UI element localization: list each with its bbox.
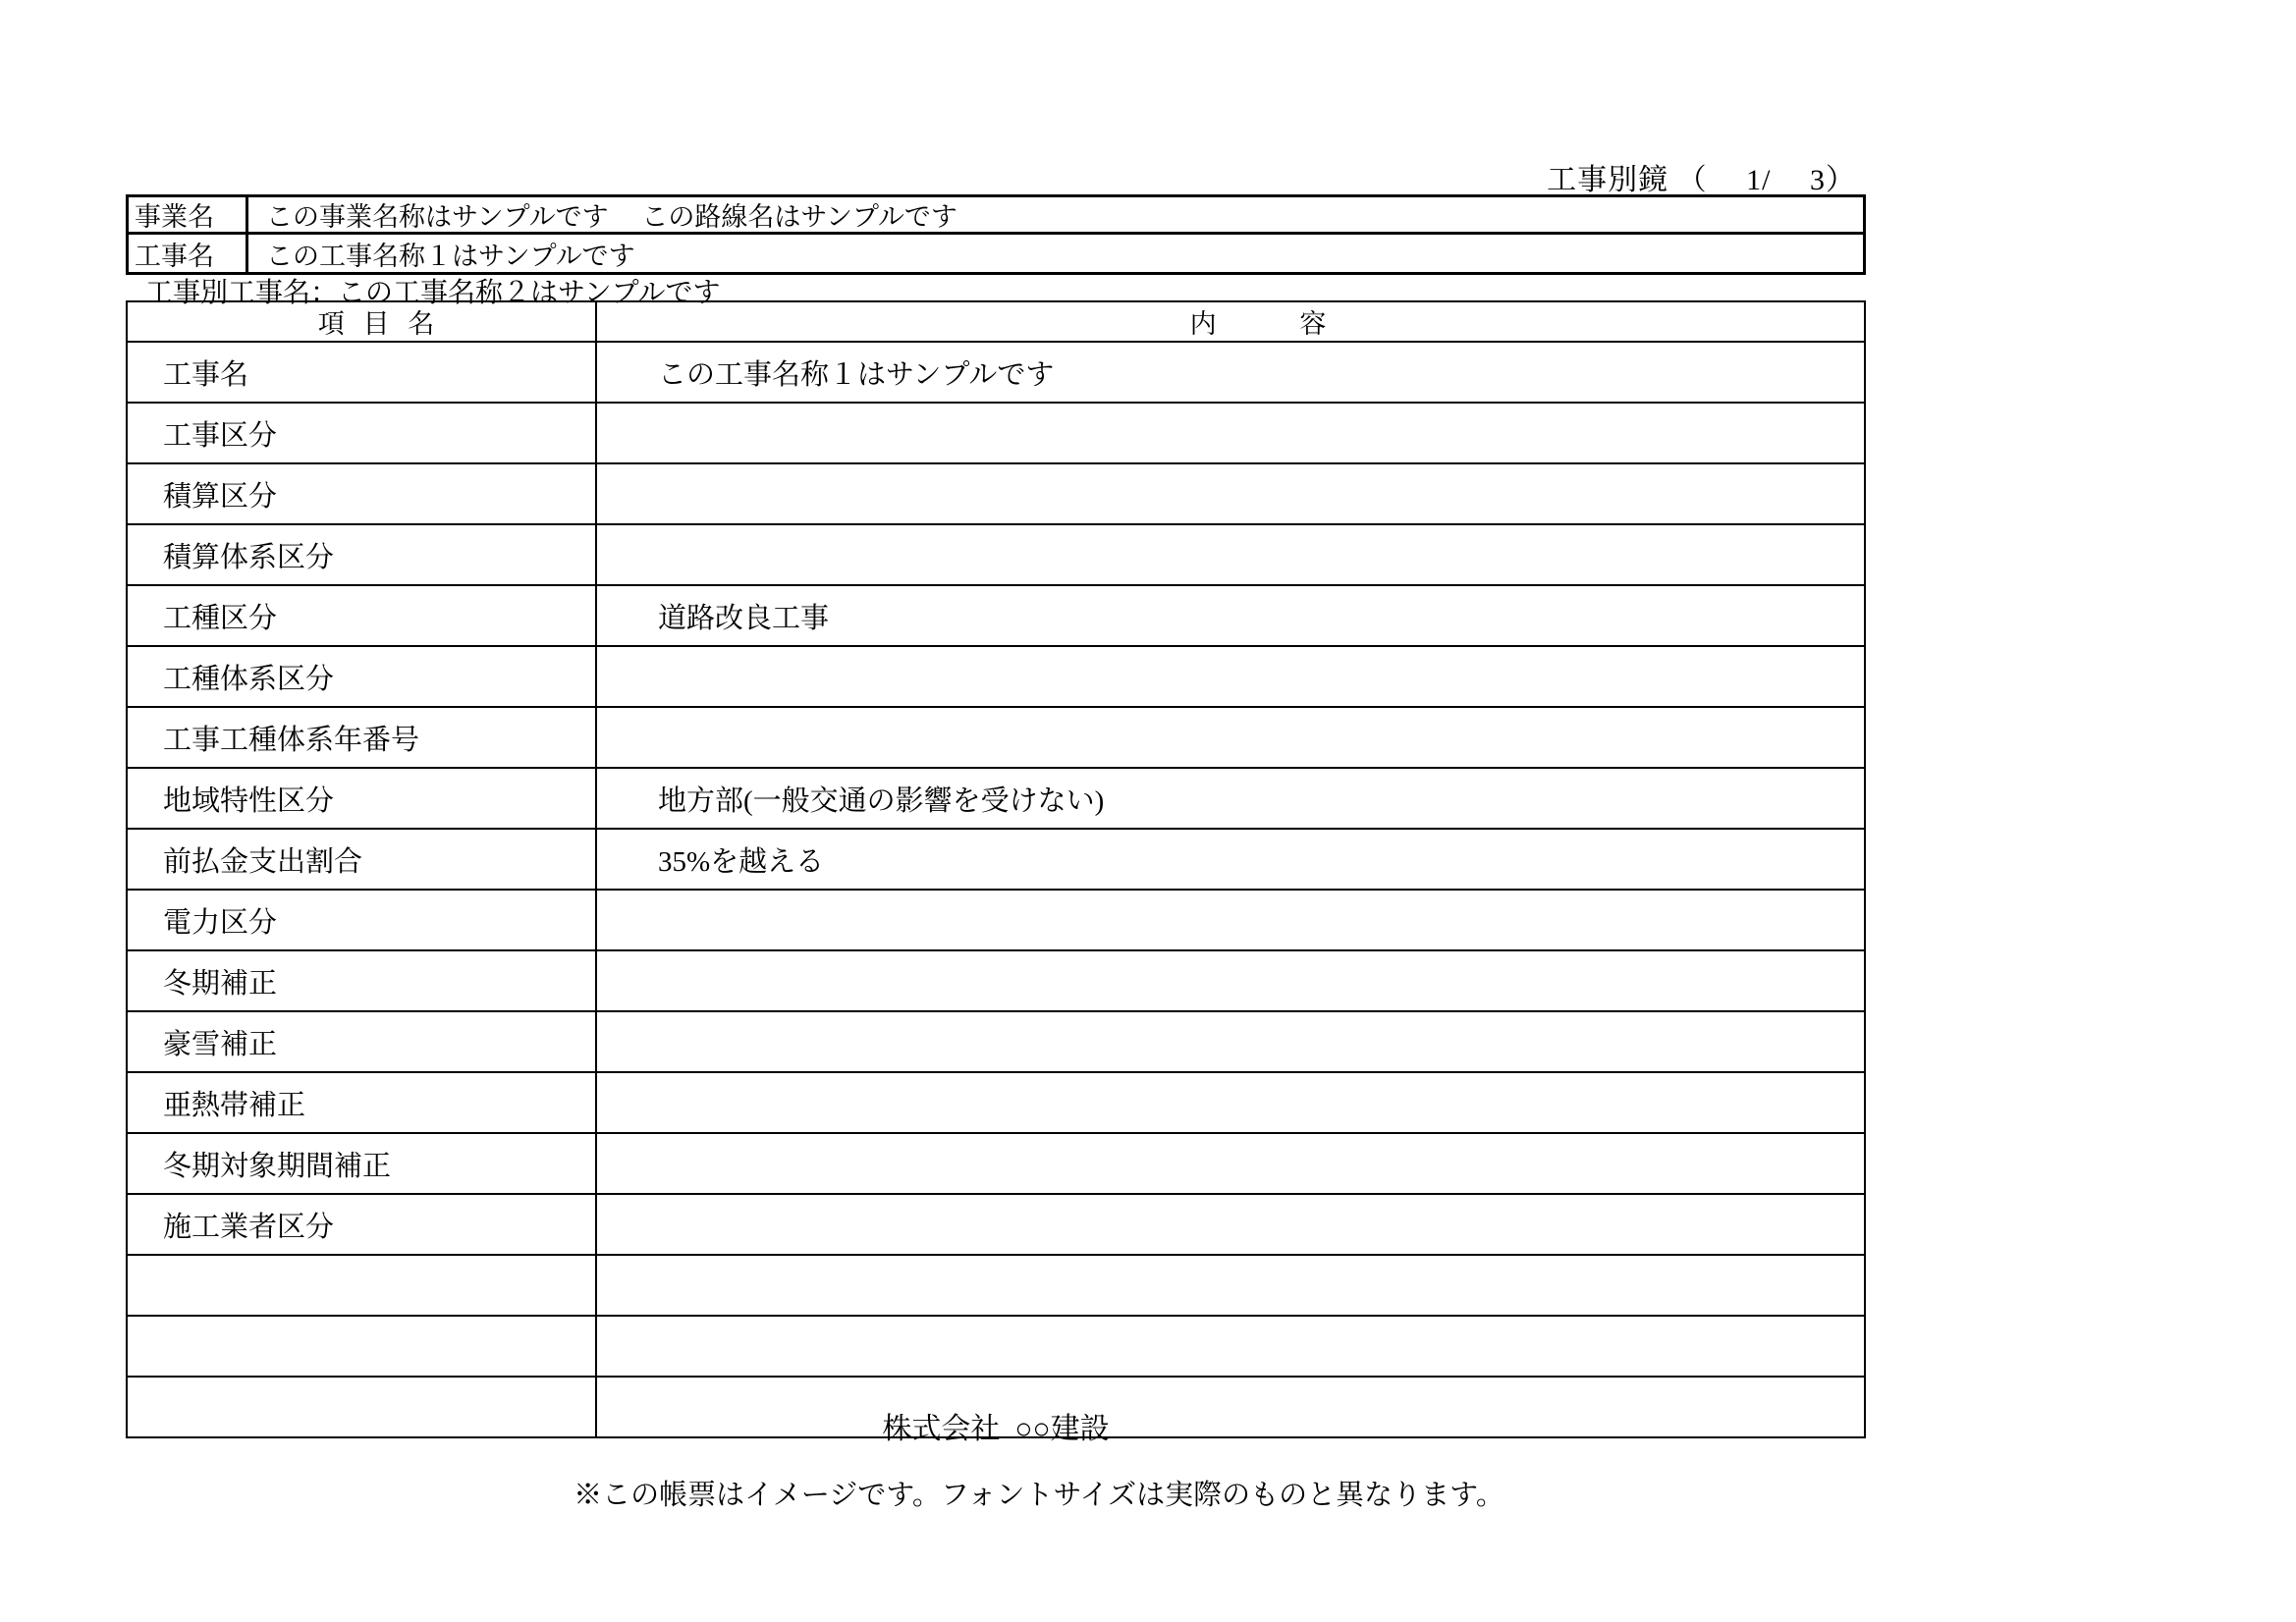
- project-name-row: [129, 197, 1863, 235]
- table-row: [127, 646, 1865, 707]
- work-name-value: この工事名称１はサンプルです: [266, 241, 635, 271]
- row-value: [596, 524, 1865, 585]
- row-name: 豪雪補正: [127, 1011, 596, 1072]
- table-row: [127, 463, 1865, 524]
- table-row: [127, 707, 1865, 768]
- row-value: [596, 890, 1865, 950]
- row-name: 工種体系区分: [127, 646, 596, 707]
- table-row: [127, 1072, 1865, 1133]
- work-name-row: [129, 235, 1863, 272]
- row-value: [596, 1133, 1865, 1194]
- row-value: [596, 707, 1865, 768]
- row-value: [596, 1011, 1865, 1072]
- row-name: 冬期対象期間補正: [127, 1133, 596, 1194]
- table-row: [127, 585, 1865, 646]
- row-value: [596, 403, 1865, 463]
- table-row: [127, 1316, 1865, 1377]
- row-value: [596, 1316, 1865, 1377]
- row-name: 積算区分: [127, 463, 596, 524]
- row-value: 35%を越える: [596, 829, 1865, 890]
- row-name: [127, 1255, 596, 1316]
- row-value: [596, 1072, 1865, 1133]
- row-value: 道路改良工事: [596, 585, 1865, 646]
- row-name: 積算体系区分: [127, 524, 596, 585]
- row-name: 工種区分: [127, 585, 596, 646]
- column-header-content: 内 容: [596, 301, 1865, 342]
- company-name: 株式会社 ○○建設: [882, 1413, 1110, 1445]
- project-name-value: この事業名称はサンプルです この路線名はサンプルです: [266, 202, 957, 232]
- table-row: [127, 1133, 1865, 1194]
- footer-note: ※この帳票はイメージです。フォントサイズは実際のものと異なります。: [574, 1480, 1504, 1511]
- row-name: [127, 1316, 596, 1377]
- table-row: [127, 829, 1865, 890]
- row-value: [596, 950, 1865, 1011]
- table-row: [127, 524, 1865, 585]
- row-name: 地域特性区分: [127, 768, 596, 829]
- page-label: 工事別鏡 （ 1/ 3）: [1547, 164, 1856, 196]
- work-name-label: 工事名: [129, 235, 248, 272]
- row-name: 冬期補正: [127, 950, 596, 1011]
- row-value: [596, 463, 1865, 524]
- table-row: [127, 950, 1865, 1011]
- row-name: 前払金支出割合: [127, 829, 596, 890]
- project-header-box: [126, 194, 1866, 275]
- project-name-label: 事業名: [129, 197, 248, 232]
- table-header-row: [127, 301, 1865, 342]
- table-row: [127, 1255, 1865, 1316]
- table-row: [127, 1194, 1865, 1255]
- table-row: [127, 768, 1865, 829]
- row-name: 工事名: [127, 342, 596, 403]
- row-name: 電力区分: [127, 890, 596, 950]
- subtitle: 工事別工事名：この工事名称２はサンプルです: [145, 278, 721, 308]
- table-row: [127, 342, 1865, 403]
- row-name: 工事区分: [127, 403, 596, 463]
- row-name: 工事工種体系年番号: [127, 707, 596, 768]
- table-row: [127, 1011, 1865, 1072]
- table-row: [127, 890, 1865, 950]
- row-value: この工事名称１はサンプルです: [596, 342, 1865, 403]
- column-header-item: 項 目 名: [127, 301, 596, 342]
- row-value: 地方部(一般交通の影響を受けない): [596, 768, 1865, 829]
- row-value: [596, 1255, 1865, 1316]
- row-value: [596, 1194, 1865, 1255]
- row-name: 亜熱帯補正: [127, 1072, 596, 1133]
- row-name: 施工業者区分: [127, 1194, 596, 1255]
- row-value: [596, 646, 1865, 707]
- table-row: [127, 403, 1865, 463]
- detail-table: [126, 300, 1866, 1438]
